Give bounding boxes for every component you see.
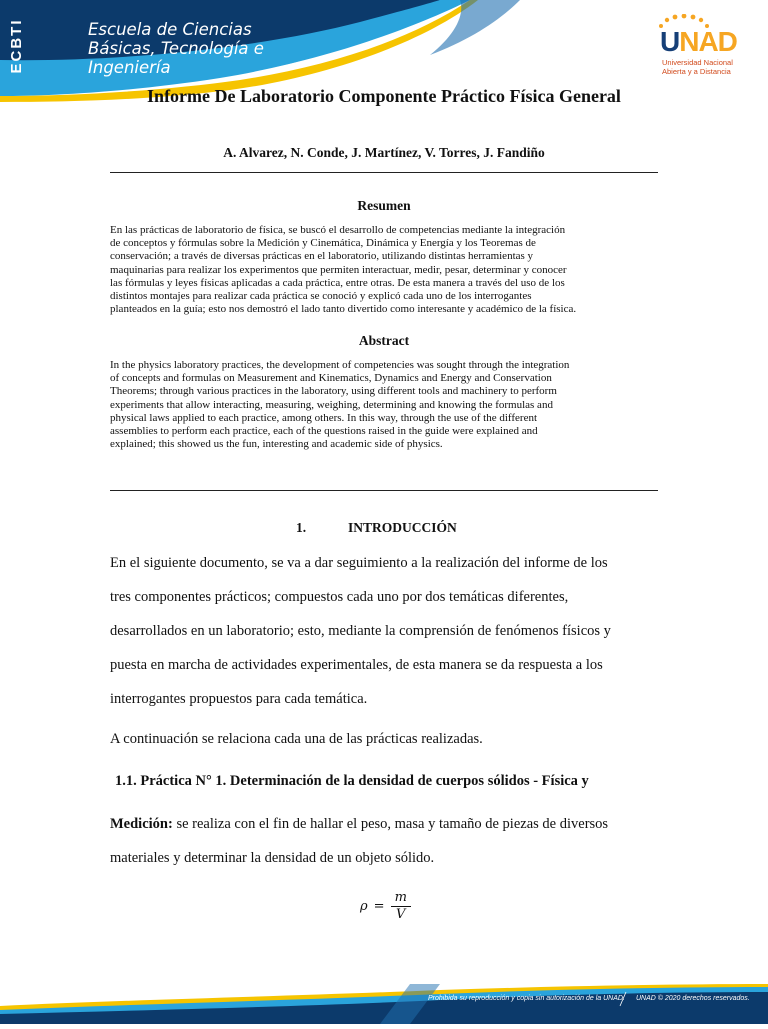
formula-equals: = [373, 899, 385, 914]
practice-paragraph [110, 807, 608, 875]
school-name-line: Básicas, Tecnología e [88, 39, 264, 58]
intro-paragraph [110, 546, 658, 716]
school-name-line: Escuela de Ciencias [88, 20, 252, 39]
school-block [0, 0, 300, 90]
intro-number: 1. [296, 520, 307, 535]
logo-wordmark [660, 26, 737, 58]
practice-line-rest: se realiza con el fin de hallar el peso, masa y tamaño de piezas de diversos [172, 816, 609, 832]
formula-fraction [391, 890, 411, 923]
divider [110, 490, 658, 491]
practice-heading: 1.1. Práctica N° 1. Determinación de la densidad de cuerpos sólidos - Física y [115, 773, 589, 789]
resumen-line: En las prácticas de laboratorio de física, se buscó el desarrollo de competencias mediante la integración [110, 224, 566, 236]
abstract-line: experiments that allow interacting, measuring, weighing, determining and knowing the formulas and [110, 398, 553, 411]
intro-heading [296, 520, 457, 536]
unad-logo [656, 14, 756, 80]
density-formula [360, 890, 411, 923]
document-title: Informe De Laboratorio Componente Práctico Física General [147, 86, 621, 106]
logo-subtitle [662, 58, 733, 76]
school-tag: ECBTI [8, 18, 25, 74]
abstract-line: of concepts and formulas on Measurement and Kinematics, Dynamics and Energy and Conservation [110, 372, 552, 385]
logo-subtitle-line: Abierta y a Distancia [662, 67, 731, 76]
intro-line: tres componentes prácticos; compuestos cada uno por dos temáticas diferentes, [110, 589, 569, 605]
logo-subtitle-line: Universidad Nacional [662, 58, 733, 67]
abstract-line: physical laws applied to each practice, among others. In this way, through the use of the different [110, 411, 538, 424]
continuation-text: A continuación se relaciona cada una de las prácticas realizadas. [110, 731, 483, 747]
resumen-heading: Resumen [357, 198, 411, 213]
abstract-line: assemblies to perform each practice, each of the questions raised in the guide were explained and [110, 425, 538, 438]
footer-graphic [0, 984, 768, 1024]
resumen-line: las fórmulas y leyes físicas aplicadas a cada práctica, entre otras. De esta manera a través del uso de los [110, 276, 565, 289]
resumen-line: planteados en la guía; esto nos demostró el lado tanto divertido como interesante y académico de la física. [110, 303, 577, 316]
abstract-line: Theorems; through various practices in the laboratory, using different tools and machinery to perform [110, 385, 557, 398]
intro-line: interrogantes propuestos para cada temática. [110, 691, 368, 707]
school-name-line: Ingeniería [88, 58, 171, 77]
authors: A. Alvarez, N. Conde, J. Martínez, V. Torres, J. Fandiño [223, 145, 545, 160]
footer-banner [0, 984, 768, 1024]
logo-letters-nad: NAD [679, 26, 737, 57]
resumen-line: distintos montajes para realizar cada práctica se conoció y explicó cada uno de los interrogantes [110, 290, 532, 303]
resumen-paragraph [110, 224, 658, 316]
practice-line: materiales y determinar la densidad de un objeto sólido. [110, 850, 435, 866]
abstract-line: explained; this showed us the fun, interesting and academic side of physics. [110, 438, 443, 451]
footer-right-notice: UNAD © 2020 derechos reservados. [636, 995, 750, 1002]
footer-left-notice: Prohibida su reproducción y copia sin autorización de la UNAD. [428, 995, 625, 1002]
abstract-heading: Abstract [358, 333, 410, 348]
practice-line [110, 807, 608, 841]
divider [110, 172, 658, 173]
logo-letter-u: U [660, 26, 680, 57]
school-name [88, 20, 264, 77]
abstract-line: In the physics laboratory practices, the development of competencies was sought through the integration [110, 359, 570, 371]
formula-denominator: V [396, 907, 406, 922]
resumen-line: conservación; a través de diversas prácticas en el laboratorio, utilizando distintas herramientas y [110, 250, 534, 263]
practice-bold-lead: Medición: [110, 816, 173, 832]
intro-line: puesta en marcha de actividades experimentales, de esta manera se da respuesta a los [110, 657, 603, 673]
formula-lhs: ρ [360, 899, 368, 914]
abstract-paragraph [110, 359, 658, 451]
intro-title: INTRODUCCIÓN [348, 520, 457, 535]
intro-line: desarrollados en un laboratorio; esto, mediante la comprensión de fenómenos físicos y [110, 623, 611, 639]
resumen-line: maquinarias para realizar los experimentos que permiten interactuar, medir, pesar, determinar y conocer [110, 263, 567, 276]
formula-numerator: m [391, 890, 411, 907]
intro-line: En el siguiente documento, se va a dar seguimiento a la realización del informe de los [110, 555, 608, 571]
resumen-line: de conceptos y fórmulas sobre la Medición y Cinemática, Dinámica y Energía y los Teoremas de [110, 237, 536, 250]
